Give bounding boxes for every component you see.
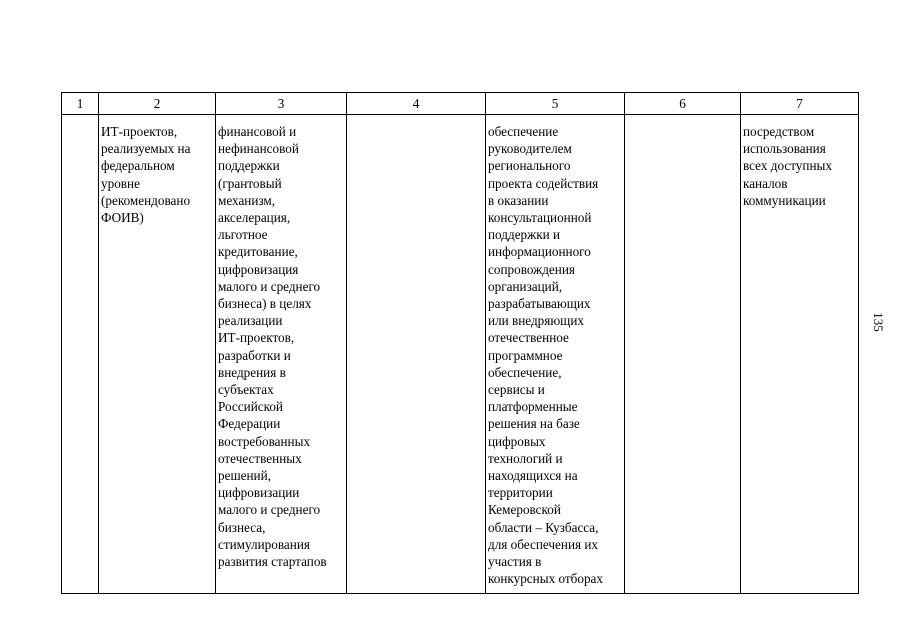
column-number-4: 4: [347, 93, 486, 115]
column-number-5: 5: [486, 93, 625, 115]
cell-text: финансовой и нефинансовой поддержки (грантовый механизм, акселерация, льготное кредитование, цифровизация малого и среднего бизнеса) в целях реализации ИТ-проектов, разработки и внедрения в субъектах Российской Федерации востребованных отечественных решений, цифровизации малого и среднего бизнеса, стимулирования развития стартапов: [218, 124, 327, 570]
column-number-7: 7: [741, 93, 859, 115]
table-cell-col-3: [216, 115, 347, 594]
cell-text: посредством использования всех доступных каналов коммуникации: [743, 124, 832, 208]
table-cell-col-5: [486, 115, 625, 594]
column-number-6: 6: [625, 93, 741, 115]
table-cell-col-2: [99, 115, 216, 594]
document-table: [61, 92, 859, 594]
column-number-3: 3: [216, 93, 347, 115]
table-header-row: [62, 93, 859, 115]
table-cell-col-6: [625, 115, 741, 594]
table-row: [62, 115, 859, 594]
column-number-1: 1: [62, 93, 99, 115]
column-number-2: 2: [99, 93, 216, 115]
table-cell-col-7: [741, 115, 859, 594]
table-cell-col-4: [347, 115, 486, 594]
cell-text: обеспечение руководителем регионального проекта содействия в оказании консультационной поддержки и информационного сопровождения организаций, разрабатывающих или внедряющих отечественное программное обеспечение, сервисы и платформенные решения на базе цифровых технологий и находящихся на территории Кемеровской области – Кузбасса, для обеспечения их участия в конкурсных отборах: [488, 124, 603, 587]
table-cell-col-1: [62, 115, 99, 594]
page-number: 135: [871, 312, 886, 332]
cell-text: ИТ-проектов, реализуемых на федеральном уровне (рекомендовано ФОИВ): [101, 124, 191, 226]
